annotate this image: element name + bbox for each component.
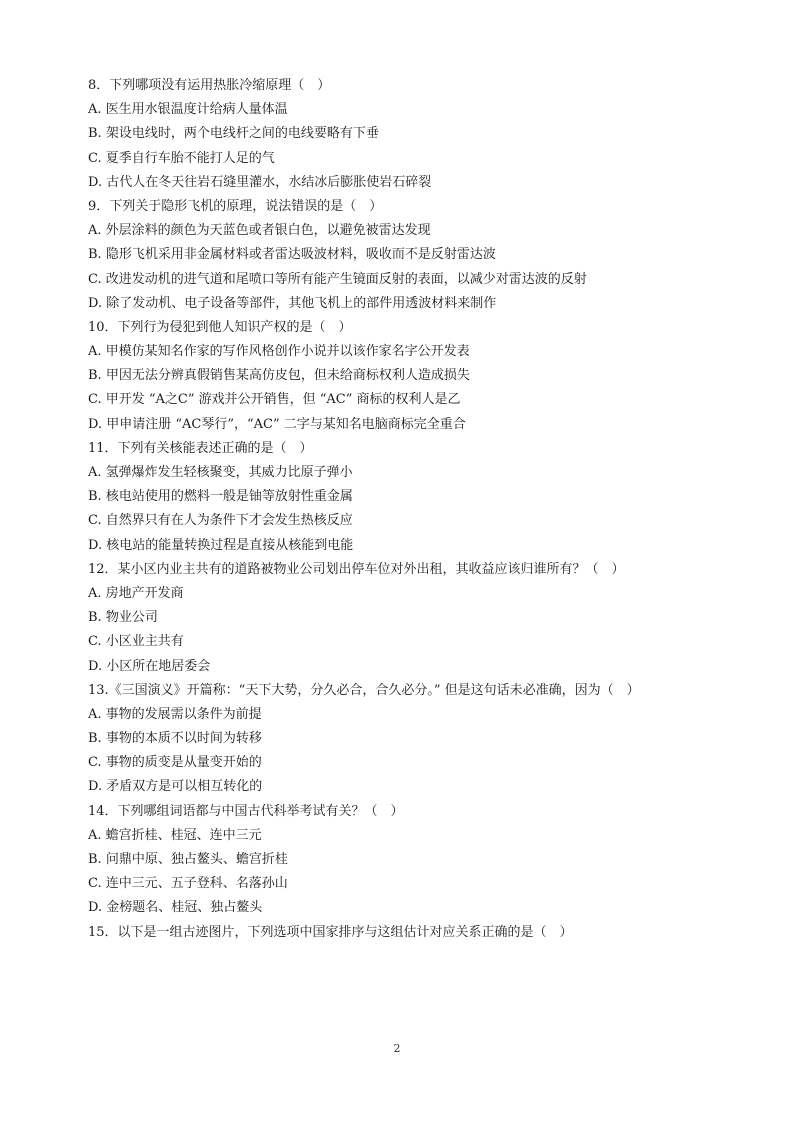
answer-option: D. 古代人在冬天往岩石缝里灌水，水结冰后膨胀使岩石碎裂 [88, 174, 432, 190]
question-item [88, 316, 728, 437]
answer-option: A. 事物的发展需以条件为前提 [88, 706, 262, 722]
question-stem: 10．下列行为侵犯到他人知识产权的是（ ） [88, 319, 352, 335]
answer-option: B. 甲因无法分辨真假销售某高仿皮包，但未给商标权利人造成损失 [88, 368, 470, 384]
question-stem: 8．下列哪项没有运用热胀冷缩原理（ ） [88, 78, 331, 93]
answer-option: B. 事物的本质不以时间为转移 [88, 731, 262, 747]
answer-option: C. 小区业主共有 [88, 634, 184, 650]
question-item [88, 558, 728, 679]
answer-option: D. 金榜题名、桂冠、独占鳌头 [88, 900, 263, 916]
question-list [88, 74, 728, 945]
answer-option: D. 除了发动机、电子设备等部件，其他飞机上的部件用透波材料来制作 [88, 295, 497, 311]
question-stem: 9．下列关于隐形飞机的原理，说法错误的是（ ） [88, 198, 383, 214]
answer-option: C. 事物的质变是从量变开始的 [88, 755, 262, 771]
question-item [88, 679, 728, 800]
question-stem: 12．某小区内业主共有的道路被物业公司划出停车位对外出租，其收益应该归谁所有？（ ） [88, 561, 625, 577]
question-item [88, 195, 728, 316]
answer-option: D. 小区所在地居委会 [88, 658, 211, 674]
answer-option: D. 核电站的能量转换过程是直接从核能到电能 [88, 537, 354, 553]
answer-option: D. 矛盾双方是可以相互转化的 [88, 779, 263, 795]
question-item [88, 437, 728, 558]
answer-option: C. 连中三元、五子登科、名落孙山 [88, 876, 288, 892]
answer-option: B. 问鼎中原、独占鳌头、蟾宫折桂 [88, 852, 288, 867]
question-item [88, 800, 728, 921]
answer-option: B. 物业公司 [88, 610, 158, 626]
answer-option: A. 蟾宫折桂、桂冠、连中三元 [88, 827, 262, 843]
answer-option: B. 隐形飞机采用非金属材料或者雷达吸波材料，吸收而不是反射雷达波 [88, 247, 496, 263]
question-item [88, 74, 728, 195]
answer-option: A. 氢弹爆炸发生轻核聚变，其威力比原子弹小 [88, 465, 353, 480]
answer-option: C. 夏季自行车胎不能打人足的气 [88, 150, 275, 166]
answer-option: A. 甲模仿某知名作家的写作风格创作小说并以该作家名字公开发表 [88, 344, 470, 360]
answer-option: B. 架设电线时，两个电线杆之间的电线要略有下垂 [88, 126, 379, 142]
answer-option: D. 甲申请注册 “AC琴行”，“AC” 二字与某知名电脑商标完全重合 [88, 416, 466, 432]
answer-option: A. 医生用水银温度计给病人量体温 [88, 102, 288, 118]
answer-option: A. 外层涂料的颜色为天蓝色或者银白色，以避免被雷达发现 [88, 223, 431, 239]
answer-option: C. 自然界只有在人为条件下才会发生热核反应 [88, 513, 353, 529]
question-stem: 13.《三国演义》开篇称：“天下大势，分久必合，合久必分。” 但是这句话未必准确，因为（ ） [88, 682, 640, 698]
question-stem: 11．下列有关核能表述正确的是（ ） [88, 440, 313, 456]
answer-option: C. 改进发动机的进气道和尾喷口等所有能产生镜面反射的表面，以减少对雷达波的反射 [88, 271, 587, 287]
answer-option: B. 核电站使用的燃料一般是铀等放射性重金属 [88, 489, 353, 505]
answer-option: C. 甲开发 “A之C” 游戏并公开销售，但 “AC” 商标的权利人是乙 [88, 392, 461, 408]
answer-option: A. 房地产开发商 [88, 585, 184, 601]
page-number: 2 [393, 1042, 401, 1055]
question-stem: 15．以下是一组古迹图片，下列选项中国家排序与这组估计对应关系正确的是（ ） [88, 924, 573, 940]
question-item [88, 921, 728, 945]
question-stem: 14．下列哪组词语都与中国古代科举考试有关？（ ） [88, 803, 404, 819]
